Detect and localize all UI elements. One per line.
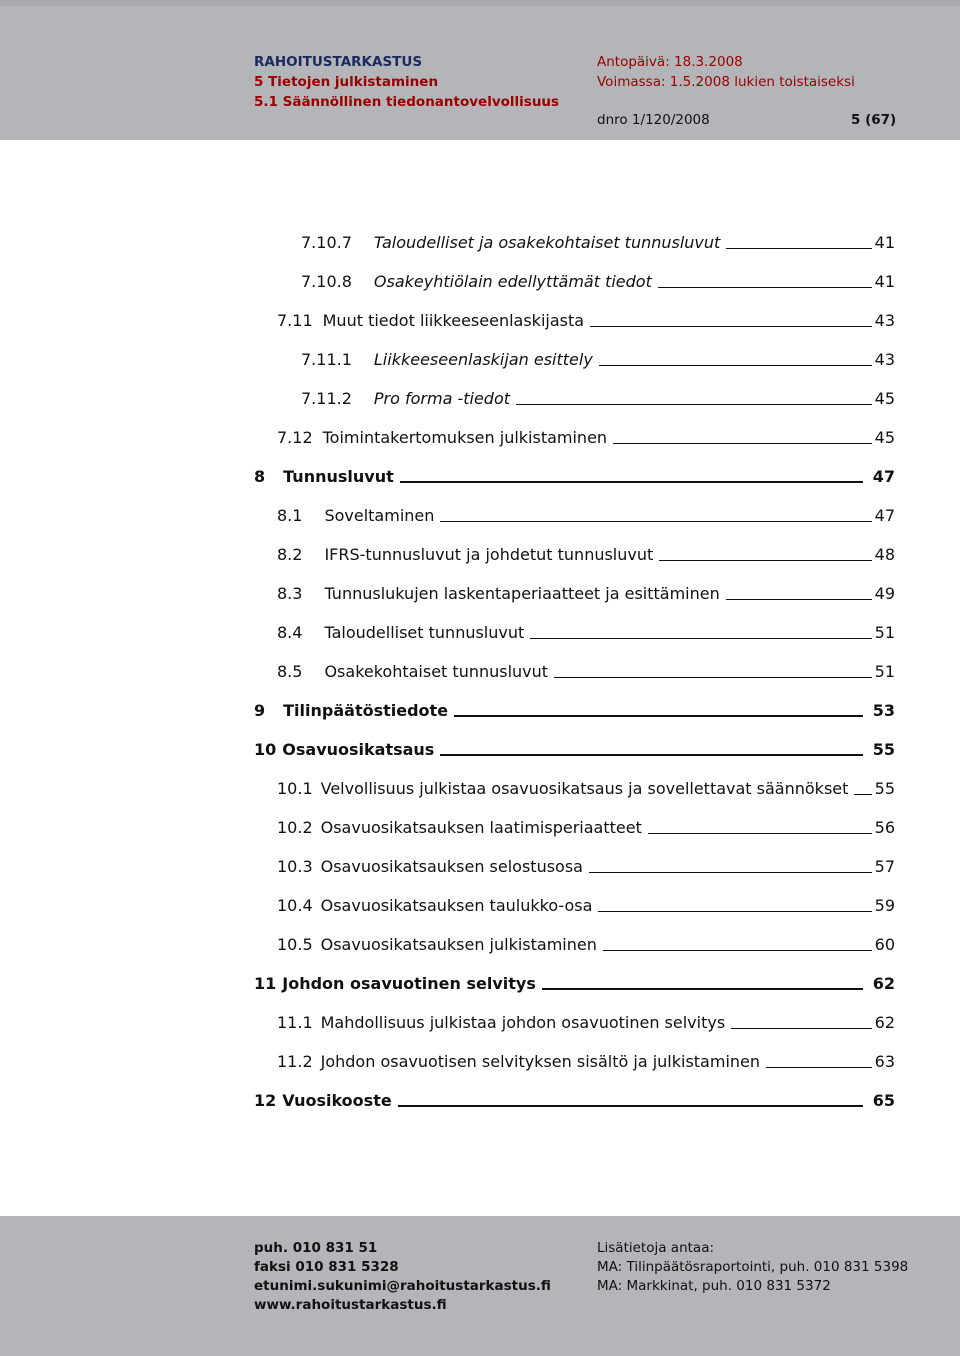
toc-number: 7.11 xyxy=(277,311,313,330)
toc-title: Osakekohtaiset tunnusluvut xyxy=(324,662,549,681)
toc-title: Velvollisuus julkistaa osavuosikatsaus ja sovellettavat säännökset xyxy=(320,779,849,798)
toc-entry[interactable] xyxy=(277,777,895,799)
toc-title: Osavuosikatsauksen selostusosa xyxy=(320,857,583,876)
toc-chapter-entry[interactable] xyxy=(254,738,895,760)
toc-number: 7.10.7 xyxy=(301,233,352,252)
toc-leader-line xyxy=(603,949,872,951)
toc-number: 7.10.8 xyxy=(301,272,352,291)
toc-page: 63 xyxy=(874,1052,895,1071)
toc-page: 47 xyxy=(874,506,895,525)
toc-leader-line xyxy=(542,987,863,990)
toc-page: 55 xyxy=(872,740,895,759)
toc-page: 51 xyxy=(874,623,895,642)
toc-entry[interactable] xyxy=(277,933,895,955)
header-issued-date: Antopäivä: 18.3.2008 xyxy=(597,54,743,70)
toc-page: 45 xyxy=(874,428,895,447)
toc-number: 8.5 xyxy=(277,662,303,681)
toc-entry[interactable] xyxy=(277,621,895,643)
toc-leader-line xyxy=(440,520,871,522)
toc-leader-line xyxy=(400,480,863,483)
toc-entry[interactable] xyxy=(277,660,895,682)
toc-leader-line xyxy=(599,364,872,366)
toc-title: Tilinpäätöstiedote xyxy=(283,701,449,720)
toc-page: 45 xyxy=(874,389,895,408)
toc-page: 57 xyxy=(874,857,895,876)
toc-title: Taloudelliset tunnusluvut xyxy=(324,623,525,642)
toc-leader-line xyxy=(613,442,872,444)
toc-leader-line xyxy=(398,1104,863,1107)
toc-page: 60 xyxy=(874,935,895,954)
toc-page: 47 xyxy=(872,467,895,486)
toc-entry[interactable] xyxy=(301,348,895,370)
toc-leader-line xyxy=(530,637,871,639)
toc-leader-line xyxy=(726,247,871,249)
header-section: 5.1 Säännöllinen tiedonantovelvollisuus xyxy=(254,94,560,110)
toc-entry[interactable] xyxy=(277,894,895,916)
toc-leader-line xyxy=(590,325,872,327)
toc-page: 41 xyxy=(874,272,895,291)
header-page-number: 5 (67) xyxy=(851,112,897,128)
toc-chapter-entry[interactable] xyxy=(254,1089,895,1111)
toc-number: 10 xyxy=(254,740,277,759)
toc-page: 62 xyxy=(874,1013,895,1032)
toc-entry[interactable] xyxy=(277,504,895,526)
toc-number: 10.4 xyxy=(277,896,313,915)
toc-page: 41 xyxy=(874,233,895,252)
toc-leader-line xyxy=(854,793,871,795)
page-footer xyxy=(0,1216,960,1356)
toc-number: 11.2 xyxy=(277,1052,313,1071)
toc-leader-line xyxy=(598,910,871,912)
toc-leader-line xyxy=(589,871,872,873)
toc-title: Osakeyhtiölain edellyttämät tiedot xyxy=(373,272,652,291)
footer-phone: puh. 010 831 51 xyxy=(254,1240,378,1256)
header-valid-from: Voimassa: 1.5.2008 lukien toistaiseksi xyxy=(597,74,855,90)
footer-info-label: Lisätietoja antaa: xyxy=(597,1240,715,1256)
toc-entry[interactable] xyxy=(277,582,895,604)
toc-page: 51 xyxy=(874,662,895,681)
toc-number: 9 xyxy=(254,701,266,720)
toc-entry[interactable] xyxy=(277,543,895,565)
toc-number: 10.3 xyxy=(277,857,313,876)
footer-email-link[interactable]: etunimi.sukunimi@rahoitustarkastus.fi xyxy=(254,1278,551,1294)
toc-title: Osavuosikatsauksen taulukko-osa xyxy=(320,896,593,915)
toc-leader-line xyxy=(659,559,871,561)
toc-entry[interactable] xyxy=(301,231,895,253)
toc-entry[interactable] xyxy=(277,426,895,448)
toc-entry[interactable] xyxy=(277,1011,895,1033)
toc-title: Soveltaminen xyxy=(324,506,435,525)
toc-leader-line xyxy=(454,714,863,717)
page-header xyxy=(0,0,960,140)
footer-contact-markets: MA: Markkinat, puh. 010 831 5372 xyxy=(597,1278,831,1294)
toc-page: 48 xyxy=(874,545,895,564)
toc-title: Toimintakertomuksen julkistaminen xyxy=(322,428,608,447)
toc-title: Mahdollisuus julkistaa johdon osavuotinen selvitys xyxy=(320,1013,726,1032)
toc-title: Pro forma -tiedot xyxy=(373,389,511,408)
toc-title: Osavuosikatsaus xyxy=(282,740,435,759)
toc-title: Taloudelliset ja osakekohtaiset tunnusluvut xyxy=(373,233,721,252)
toc-leader-line xyxy=(554,676,872,678)
toc-number: 7.11.2 xyxy=(301,389,352,408)
toc-page: 62 xyxy=(872,974,895,993)
toc-page: 65 xyxy=(872,1091,895,1110)
toc-number: 8.3 xyxy=(277,584,303,603)
toc-leader-line xyxy=(766,1066,872,1068)
toc-title: Johdon osavuotinen selvitys xyxy=(282,974,536,993)
toc-title: Osavuosikatsauksen julkistaminen xyxy=(320,935,597,954)
toc-title: Tunnusluvut xyxy=(283,467,394,486)
toc-page: 49 xyxy=(874,584,895,603)
toc-leader-line xyxy=(658,286,872,288)
toc-number: 7.12 xyxy=(277,428,313,447)
toc-title: Muut tiedot liikkeeseenlaskijasta xyxy=(322,311,585,330)
header-org: RAHOITUSTARKASTUS xyxy=(254,54,423,70)
footer-fax: faksi 010 831 5328 xyxy=(254,1259,399,1275)
toc-title: IFRS-tunnusluvut ja johdetut tunnusluvut xyxy=(324,545,654,564)
toc-leader-line xyxy=(648,832,872,834)
toc-leader-line xyxy=(726,598,872,600)
toc-page: 53 xyxy=(872,701,895,720)
footer-website-link[interactable]: www.rahoitustarkastus.fi xyxy=(254,1297,447,1313)
toc-page: 43 xyxy=(874,311,895,330)
toc-number: 10.2 xyxy=(277,818,313,837)
toc-number: 8 xyxy=(254,467,266,486)
toc-entry[interactable] xyxy=(277,1050,895,1072)
toc-entry[interactable] xyxy=(301,387,895,409)
toc-entry[interactable] xyxy=(277,816,895,838)
toc-number: 10.1 xyxy=(277,779,313,798)
footer-contact-reporting: MA: Tilinpäätösraportointi, puh. 010 831 5398 xyxy=(597,1259,909,1275)
toc-title: Tunnuslukujen laskentaperiaatteet ja esittäminen xyxy=(324,584,720,603)
toc-chapter-entry[interactable] xyxy=(254,699,895,721)
toc-number: 12 xyxy=(254,1091,277,1110)
toc-entry[interactable] xyxy=(277,855,895,877)
header-dnro: dnro 1/120/2008 xyxy=(597,112,710,128)
toc-chapter-entry[interactable] xyxy=(254,972,895,994)
toc-page: 59 xyxy=(874,896,895,915)
toc-number: 7.11.1 xyxy=(301,350,352,369)
toc-page: 43 xyxy=(874,350,895,369)
toc-number: 11.1 xyxy=(277,1013,313,1032)
toc-number: 11 xyxy=(254,974,277,993)
toc-entry[interactable] xyxy=(301,270,895,292)
toc-leader-line xyxy=(731,1027,871,1029)
toc-page: 56 xyxy=(874,818,895,837)
toc-page: 55 xyxy=(874,779,895,798)
header-chapter: 5 Tietojen julkistaminen xyxy=(254,74,439,90)
toc-leader-line xyxy=(440,753,862,756)
header-top-bar xyxy=(0,0,960,6)
toc-number: 10.5 xyxy=(277,935,313,954)
toc-number: 8.2 xyxy=(277,545,303,564)
toc-entry[interactable] xyxy=(277,309,895,331)
toc-chapter-entry[interactable] xyxy=(254,465,895,487)
toc-title: Johdon osavuotisen selvityksen sisältö ja julkistaminen xyxy=(320,1052,761,1071)
toc-number: 8.1 xyxy=(277,506,303,525)
toc-title: Vuosikooste xyxy=(282,1091,392,1110)
toc-number: 8.4 xyxy=(277,623,303,642)
toc-leader-line xyxy=(516,403,872,405)
toc-title: Liikkeeseenlaskijan esittely xyxy=(373,350,593,369)
toc-title: Osavuosikatsauksen laatimisperiaatteet xyxy=(320,818,642,837)
